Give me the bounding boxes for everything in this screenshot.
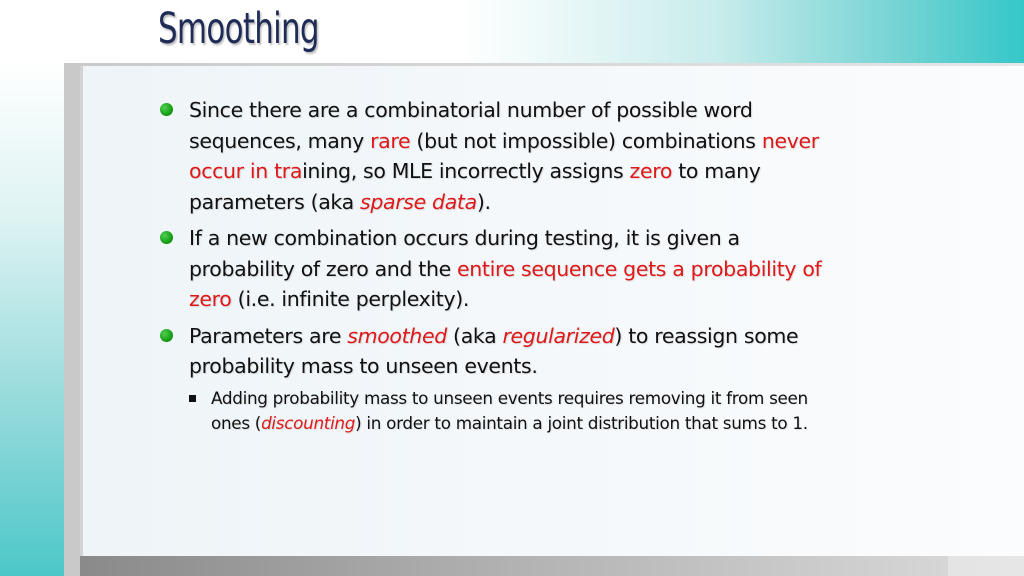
bottom-bar (80, 556, 948, 576)
green-bullet-icon (160, 329, 173, 342)
highlight-term: regularized (502, 323, 615, 348)
slide-title: Smoothing (158, 4, 319, 54)
bullet-item-zero-probability (155, 223, 835, 315)
square-bullet-icon (189, 395, 196, 402)
bullet-item-sparse-data (155, 95, 835, 217)
highlight-text: never occur in tra (189, 128, 819, 183)
highlight-text: rare (370, 128, 411, 153)
sub-bullet-item-discounting (189, 386, 835, 437)
green-bullet-icon (160, 231, 173, 244)
bullet-text: Parameters are smoothed (aka regularized) to reassign some probability mass to unseen events. (189, 323, 799, 378)
green-bullet-icon (160, 103, 173, 116)
bullet-text: If a new combination occurs during testing, it is given a probability of zero and the entire sequence gets a probability of zero (i.e. infinite perplexity). (189, 226, 822, 311)
highlight-text: entire sequence gets a probability of zero (189, 256, 822, 311)
sub-bullet-text: Adding probability mass to unseen events requires removing it from seen ones (discounting) in order to maintain a joint distribution that sums to 1. (211, 387, 808, 433)
highlight-term: sparse data (359, 189, 477, 214)
highlight-text: zero (629, 159, 673, 183)
highlight-term: smoothed (347, 323, 447, 348)
bullet-list (155, 95, 835, 437)
bullet-item-smoothing (155, 321, 835, 382)
bullet-text: Since there are a combinatorial number of possible word sequences, many rare (but not impossible) combinations never occur in training, so MLE incorrectly assigns zero to many parameters (aka sparse data). (189, 98, 819, 214)
highlight-term: discounting (261, 413, 356, 433)
